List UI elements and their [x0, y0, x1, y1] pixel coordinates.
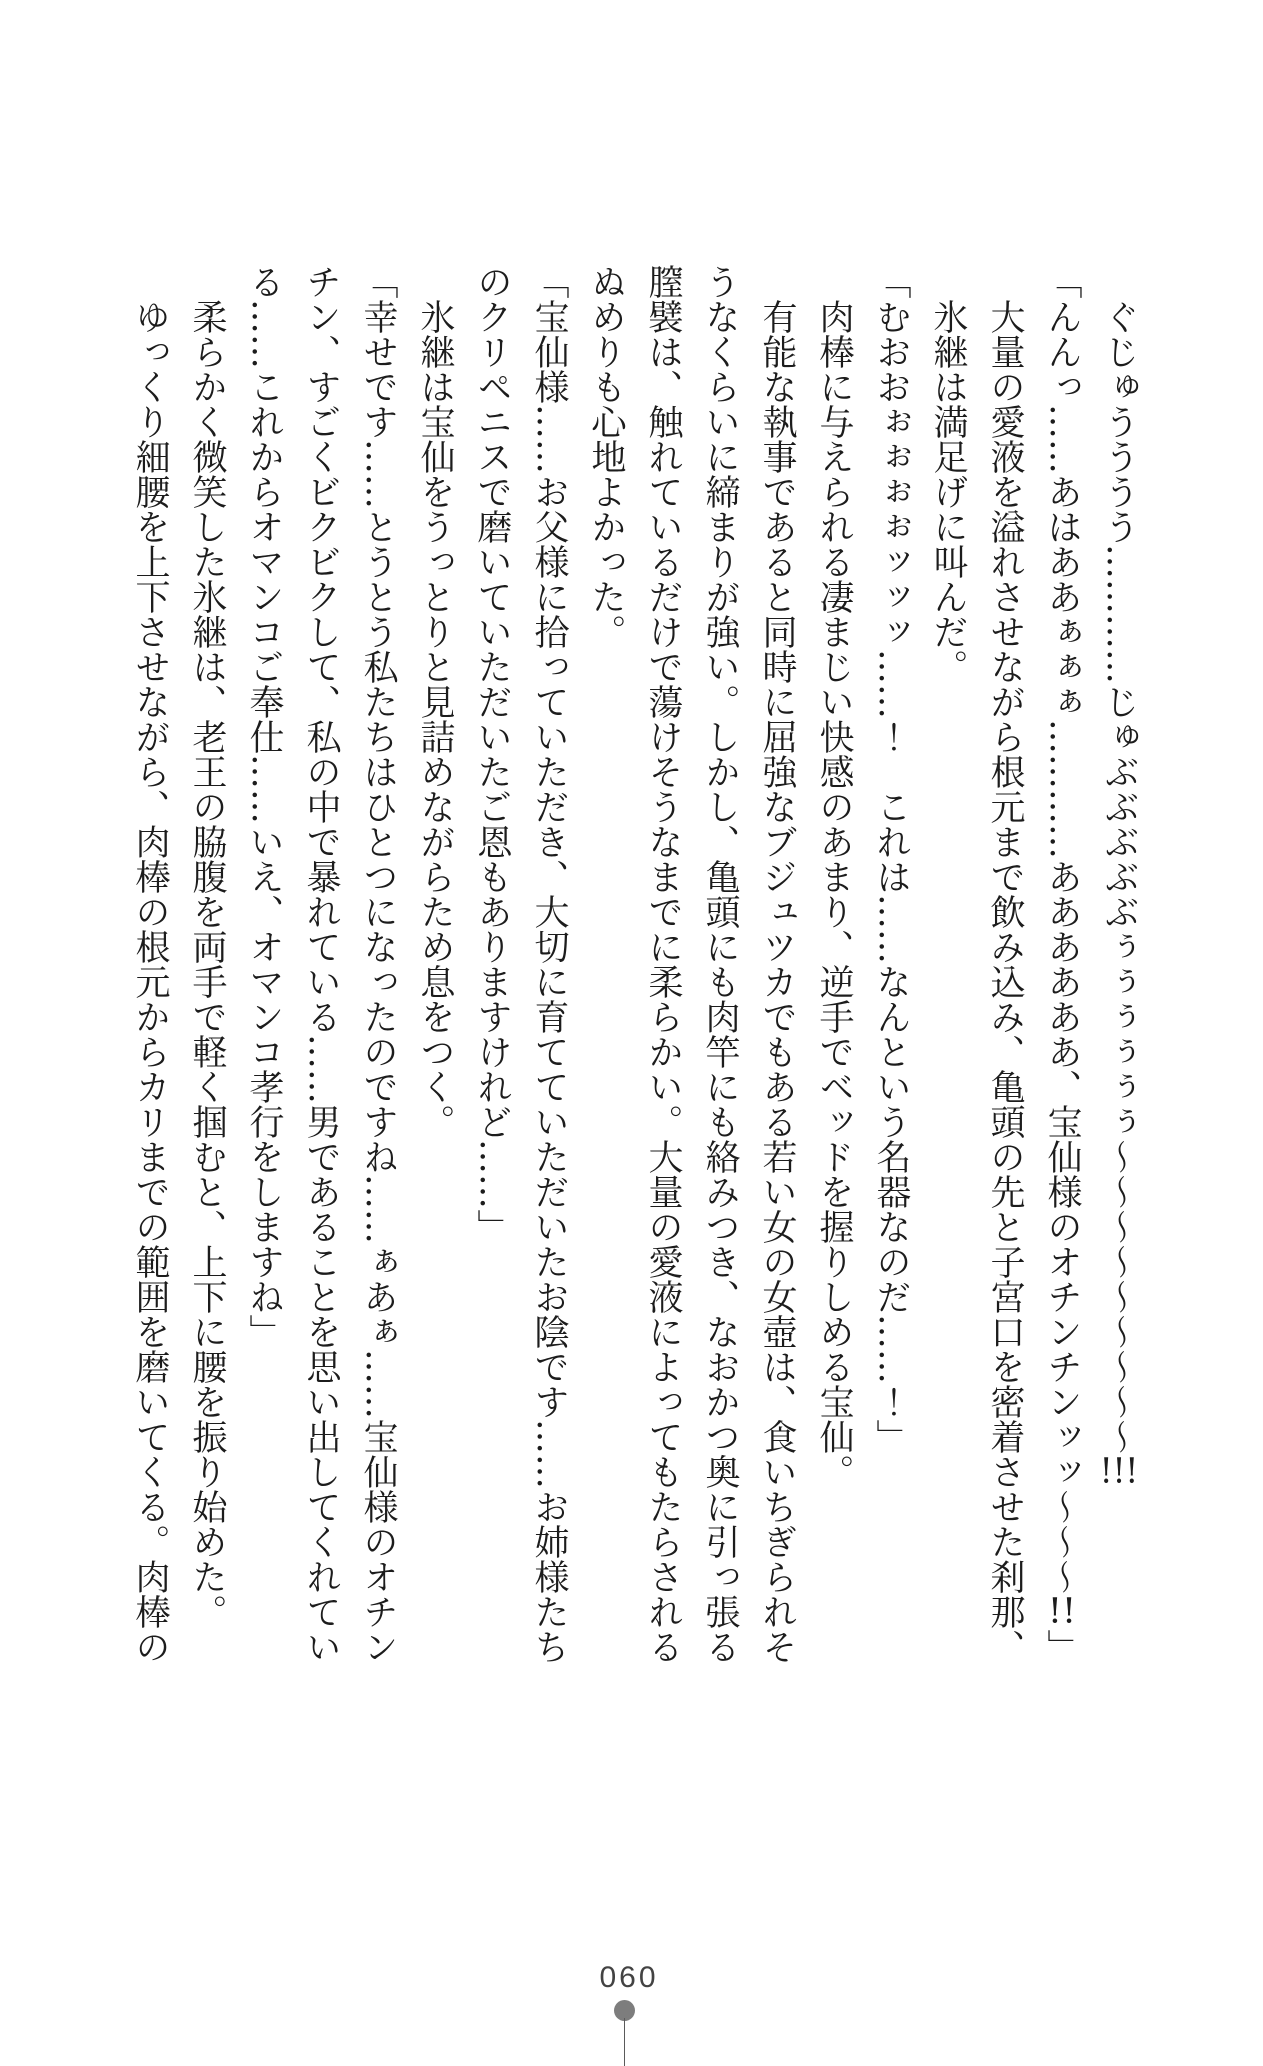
line-text: チン、すごくビクビクして、私の中で暴れている……男であることを思い出してくれてい: [301, 264, 341, 1664]
text-line: [862, 264, 919, 1664]
text-line: [805, 264, 862, 1664]
line-closing-bracket: 」: [1042, 1629, 1082, 1664]
line-text: 氷継は宝仙をうっとりと見詰めながらため息をつく。: [415, 264, 455, 1139]
line-text: ゆっくり細腰を上下させながら、肉棒の根元からカリまでの範囲を磨いてくる。肉棒の: [130, 264, 170, 1664]
text-line: [976, 264, 1033, 1664]
text-line: [292, 264, 349, 1664]
line-text: 大量の愛液を溢れさせながら根元まで飲み込み、亀頭の先と子宮口を密着させた刹那、: [985, 264, 1025, 1664]
page-text: [121, 264, 1147, 1664]
line-exclamation-cluster: !!!: [1099, 1454, 1139, 1489]
line-text: 肉棒に与えられる凄まじい快感のあまり、逆手でベッドを握りしめる宝仙。: [814, 264, 854, 1489]
text-line: [691, 264, 748, 1664]
text-line: [1090, 264, 1147, 1664]
text-line: [463, 264, 520, 1664]
line-text: ぐじゅうううう…………じゅぶぶぶぶぶぅぅぅぅぅぅ〜〜〜〜〜〜〜〜〜: [1099, 264, 1139, 1454]
text-line: [577, 264, 634, 1664]
line-text: うなくらいに締まりが強い。しかし、亀頭にも肉竿にも絡みつき、なおかつ奥に引っ張る: [700, 264, 740, 1664]
line-text: 氷継は満足げに叫んだ。: [928, 264, 968, 684]
text-line: [748, 264, 805, 1664]
line-text: 有能な執事であると同時に屈強なブジュツカでもある若い女の女壺は、食いちぎられそ: [757, 264, 797, 1664]
text-line: [1033, 264, 1090, 1664]
text-line: [634, 264, 691, 1664]
line-text: のクリペニスで磨いていただいたご恩もありますけれど……」: [472, 264, 512, 1244]
text-line: [235, 264, 292, 1664]
text-line: [178, 264, 235, 1664]
text-line: [349, 264, 406, 1664]
line-text: 膣襞は、触れているだけで蕩けそうなまでに柔らかい。大量の愛液によってもたらされる: [643, 264, 683, 1664]
line-text: 「幸せです……とうとう私たちはひとつになったのですね……ぁあぁ……宝仙様のオチン: [358, 264, 398, 1664]
text-line: [121, 264, 178, 1664]
line-text: ぬめりも心地よかった。: [586, 264, 626, 649]
text-line: [520, 264, 577, 1664]
line-text: 「むおおぉぉぉぉッッッ……！ これは……なんという名器なのだ……！」: [871, 264, 911, 1454]
page-number: 060: [599, 1961, 659, 1994]
page-marker-line: [624, 2018, 625, 2066]
line-exclamation-cluster: !!: [1047, 1594, 1077, 1629]
text-line: [919, 264, 976, 1664]
line-text: 「んんっ……あはああぁぁぁ…………ああああああ、宝仙様のオチンチンッッ〜〜〜: [1042, 264, 1082, 1594]
line-text: 「宝仙様……お父様に拾っていただき、大切に育てていただいたお陰です……お姉様たち: [529, 264, 569, 1664]
text-line: [406, 264, 463, 1664]
line-text: る……これからオマンコご奉仕……いえ、オマンコ孝行をしますね」: [244, 264, 284, 1349]
line-text: 柔らかく微笑した氷継は、老王の脇腹を両手で軽く掴むと、上下に腰を振り始めた。: [187, 264, 227, 1629]
